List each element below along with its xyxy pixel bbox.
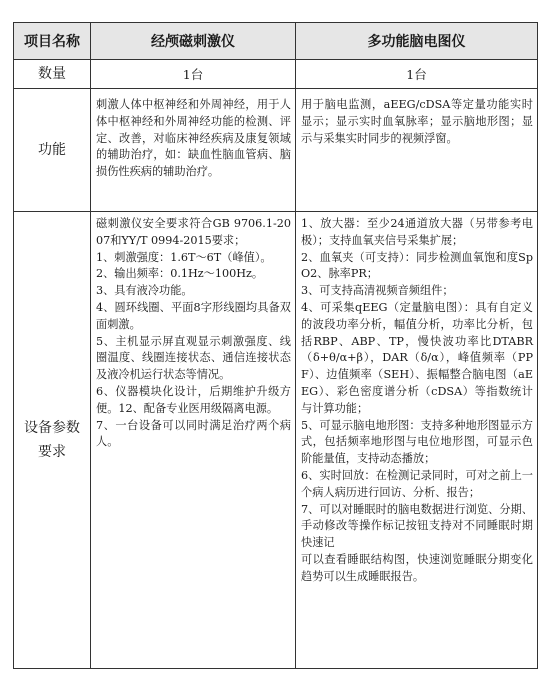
spec-eeg-item: 5、可显示脑电地形图：支持多种地形图显示方式，包括频率地形图与电位地形图，可显示色阶能量值，支持动态播放； — [301, 418, 533, 466]
spec-tms-item: 3、具有液冷功能。 — [96, 284, 193, 298]
quantity-eeg: 1台 — [296, 60, 538, 89]
function-row — [14, 89, 538, 212]
function-tms: 刺激人体中枢神经和外周神经，用于人体中枢神经和外周神经功能的检测、评定、改善，对临床神经疾病及康复领域的辅助治疗，如：缺血性脑血管病、脑损伤性疾病的辅助治疗。 — [91, 89, 296, 212]
spec-tms-item: 磁刺激仪安全要求符合GB 9706.1-2007和YY/T 0994-2015要求； — [96, 217, 291, 247]
header-row — [14, 23, 538, 60]
function-eeg: 用于脑电监测，aEEG/cDSA等定量功能实时显示；显示实时血氧脉率；显示脑地形图；显示与采集实时同步的视频浮窗。 — [296, 89, 538, 212]
spec-tms-item: 4、圆环线圈、平面8字形线圈均具备双面刺激。 — [96, 300, 291, 331]
spec-eeg-item: 6、实时回放：在检测记录同时，可对之前上一个病人病历进行回访、分析、报告； — [301, 468, 533, 499]
spec-tms — [91, 212, 296, 669]
spec-eeg — [296, 212, 538, 669]
spec-tms-item: 7、一台设备可以同时满足治疗两个病人。 — [96, 418, 291, 449]
spec-tms-item: 2、输出频率：0.1Hz～100Hz。 — [96, 267, 264, 281]
header-eeg-device: 多功能脑电图仪 — [296, 23, 538, 60]
quantity-tms: 1台 — [91, 60, 296, 89]
spec-eeg-item: 可以查看睡眠结构图，快速浏览睡眠分期变化趋势可以生成睡眠报告。 — [301, 552, 533, 583]
spec-tms-item: 5、主机显示屏直观显示刺激强度、线圈温度、线圈连接状态、通信连接状态及液冷机运行状态等情况。 — [96, 334, 291, 382]
spec-label — [14, 212, 91, 669]
spec-tms-item: 6、仪器模块化设计，后期维护升级方便。12、配备专业医用级隔离电源。 — [96, 384, 291, 415]
spec-label-line1: 设备参数 — [24, 420, 80, 436]
spec-eeg-item: 7、可以对睡眠时的脑电数据进行浏览、分期、手动修改等操作标记按钮支持对不同睡眠时期快速记 — [301, 502, 533, 550]
quantity-row — [14, 60, 538, 89]
spec-label-line2: 要求 — [38, 444, 66, 460]
equipment-spec-table — [13, 22, 538, 669]
spec-eeg-item: 2、血氧夹（可支持）：同步检测血氧饱和度SpO2、脉率PR； — [301, 250, 533, 281]
spec-row — [14, 212, 538, 669]
spec-eeg-item: 3、可支持高清视频音频组件； — [301, 284, 454, 298]
spec-eeg-item: 1、放大器：至少24通道放大器（另带参考电极）；支持血氧夹信号采集扩展； — [301, 217, 533, 247]
function-label: 功能 — [14, 89, 91, 212]
header-item-name: 项目名称 — [14, 23, 91, 60]
header-tms-device: 经颅磁刺激仪 — [91, 23, 296, 60]
quantity-label: 数量 — [14, 60, 91, 89]
spec-tms-item: 1、刺激强度：1.6T～6T（峰值）。 — [96, 250, 272, 264]
spec-eeg-item: 4、可采集qEEG（定量脑电图）：具有自定义的波段功率分析，幅值分析，功率比分析，包括RBP、ABP、TP，慢快波功率比DTABR（δ+θ/α+β），DAR（δ/α），峰值频率（PPF）、边值频率（SEH）、振幅整合脑电图（aEEG）、彩色密度谱分析（cDSA）等指数统计与计算功能； — [301, 300, 533, 415]
